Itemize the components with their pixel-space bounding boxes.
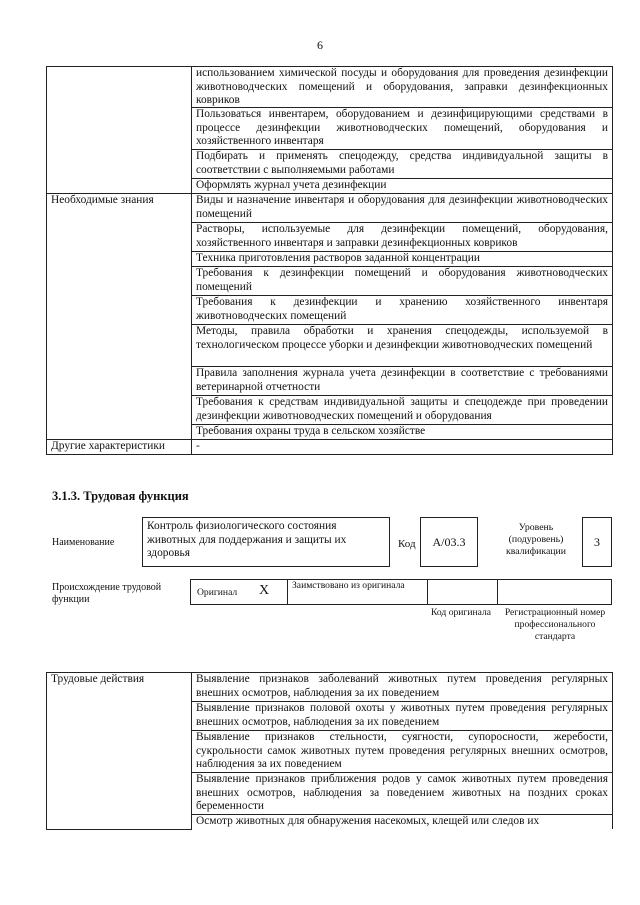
function-code: А/03.3 — [432, 534, 466, 549]
table-cell: Требования к средствам индивидуальной защиты и спецодежде при проведении дезинфекции животноводческих помещений и оборудования — [192, 396, 613, 425]
table-row — [47, 673, 613, 702]
table-cell: Правила заполнения журнала учета дезинфекции в соответствие с требованиями ветеринарной отчетности — [192, 367, 613, 396]
table-cell: Выявление признаков стельности, суягности, супоросности, жеребости, сукрольности самок животных путем проведения регулярных внешних осмотров, наблюдения за их поведением — [192, 731, 613, 773]
section-heading: 3.1.3. Трудовая функция — [52, 489, 189, 503]
table-row — [47, 194, 613, 223]
table-cell: Методы, правила обработки и хранения спецодежды, используемой в технологическом процессе уборки и дезинфекции животноводческих помещений — [192, 325, 613, 367]
table-cell: Пользоваться инвентарем, оборудованием и дезинфицирующими средствами в процессе дезинфекции животноводческих помещений, оборудования и хозяйственного инвентаря — [192, 108, 613, 150]
table-cell: Растворы, используемые для дезинфекции помещений, оборудования, хозяйственного инвентаря и заправки дезинфекционных ковриков — [192, 223, 613, 252]
table-cell: Выявление признаков половой охоты у животных путем проведения регулярных внешних осмотров, наблюдения за их поведением — [192, 702, 613, 731]
table-cell: Оформлять журнал учета дезинфекции — [192, 179, 613, 194]
divider — [427, 579, 428, 605]
table-cell: - — [192, 440, 613, 455]
row-label-cell — [47, 440, 192, 455]
divider — [287, 579, 288, 605]
original-label: Оригинал — [197, 587, 238, 598]
table-cell: Выявление признаков заболеваний животных путем проведения регулярных внешних осмотров, наблюдения за их поведением — [192, 673, 613, 702]
name-label: Наименование — [52, 537, 115, 548]
row-label-cell — [47, 673, 192, 830]
borrowed-label: Заимствовано из оригинала — [292, 580, 405, 591]
table-cell: Требования к дезинфекции и хранению хозяйственного инвентаря животноводческих помещений — [192, 296, 613, 325]
table-cell: Техника приготовления растворов заданной концентрации — [192, 252, 613, 267]
table-cell: Требования к дезинфекции помещений и оборудования животноводческих помещений — [192, 267, 613, 296]
qualification-level-box — [582, 517, 612, 567]
qualification-level-label: Уровень (подуровень) квалификации — [505, 522, 567, 557]
original-mark: Х — [259, 583, 270, 598]
origin-row — [190, 579, 612, 605]
row-label-cell — [47, 194, 192, 440]
code-original-caption: Код оригинала — [430, 607, 492, 618]
table-cell: Виды и назначение инвентаря и оборудования для дезинфекции животноводческих помещений — [192, 194, 613, 223]
table-cell: Подбирать и применять спецодежду, средства индивидуальной защиты в соответствии с выполняемыми работами — [192, 150, 613, 179]
labor-actions-table — [46, 672, 613, 830]
row-label-cell — [47, 67, 192, 194]
knowledge-label: Необходимые знания — [51, 194, 154, 206]
skills-knowledge-table — [46, 66, 613, 455]
other-characteristics-label: Другие характеристики — [51, 440, 166, 452]
table-row — [47, 440, 613, 455]
table-row — [47, 67, 613, 108]
code-label: Код — [398, 538, 416, 550]
function-code-box — [420, 517, 478, 567]
table-cell: Требования охраны труда в сельском хозяйстве — [192, 425, 613, 440]
qualification-level: 3 — [594, 534, 600, 549]
labor-actions-label: Трудовые действия — [51, 673, 145, 685]
function-name-box — [142, 517, 390, 567]
page-number: 6 — [317, 38, 323, 52]
table-cell: Выявление признаков приближения родов у самок животных путем проведения внешних осмотров, наблюдения за поведением животных на поздних сроках беременности — [192, 773, 613, 815]
function-name: Контроль физиологического состояния животных для поддержания и защиты их здоровья — [147, 520, 347, 560]
table-cell: использованием химической посуды и оборудования для проведения дезинфекции животноводческих помещений и оборудования, заправки дезинфекционных ковриков — [192, 67, 613, 108]
table-cell: Осмотр животных для обнаружения насекомых, клещей или следов их — [192, 815, 613, 830]
origin-label: Происхождение трудовой функции — [52, 582, 162, 605]
registration-number-caption: Регистрационный номер профессионального стандарта — [504, 607, 606, 642]
divider — [497, 579, 498, 605]
